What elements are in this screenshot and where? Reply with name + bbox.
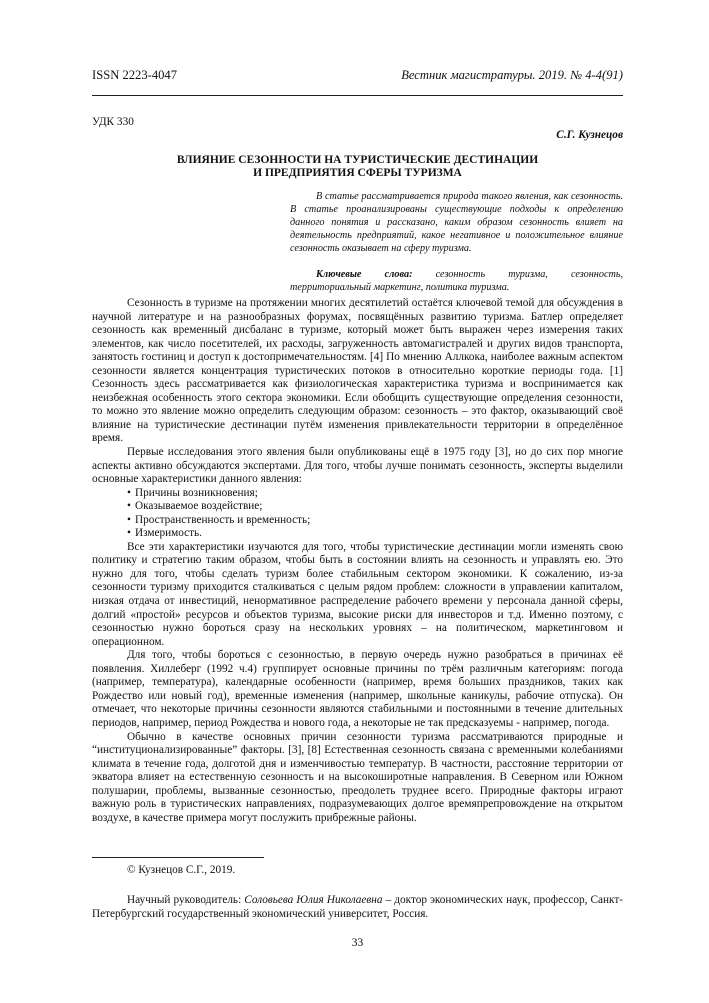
paragraph-1: Сезонность в туризме на протяжении многих десятилетий остаётся ключевой темой для обсуждения в научной литературе и на разнообразных форумах, посвящённых развитию туризма. Батлер определяет сезонность как временный дисбаланс в туризме, который может быть выражен через измерения таких элементов, как число посетителей, их расходы, загруженность автомагистралей и других видов транспорта, занятость гостиниц и доступ к достопримечательностям. [4] По мнению Аллкока, наиболее важным аспектом сезонности является концентрация туристических потоков в относительно короткие периоды года. [1] Сезонность здесь рассматривается как физиологическая характеристика туризма и воспринимается как неизбежная особенность этого сектора экономики. Если обобщить существующие определения сезонности, то можно это явление можно определить следующим образом: сезонность – это фактор, оказывающий своё влияние на туристические дестинации путём изменения привлекательности территории в определённое время. <box>92 297 623 445</box>
bullet-icon: • <box>127 513 131 526</box>
keywords-list: сезонность туризма, сезонность, территориальный маркетинг, политика туризма. <box>290 269 624 293</box>
advisor-note <box>92 893 623 921</box>
list-item: • Причины возникновения; <box>127 486 258 499</box>
bullet-icon: • <box>127 486 131 499</box>
characteristics-list <box>92 487 623 541</box>
copyright-note: © Кузнецов С.Г., 2019. <box>127 864 236 876</box>
paragraph-5: Обычно в качестве основных причин сезонности туризма рассматриваются природные и “институционализированные” факторы. [3], [8] Естественная сезонность связана с временными колебаниями климата в течение года, долготой дня и изменчивостью температур. В частности, расстояние территории от экватора влияет на естественную сезонность и на высокоширотные направления. В Северном или Южном полушарии, проблемы, вызванные сезонностью, преодолеть труднее всего. Природные факторы играют важную роль в туристических направлениях, подразумевающих долгое времяпрепровождение на открытом воздухе, в качестве примера могут послужить прибрежные районы. <box>92 730 623 824</box>
abstract <box>290 190 623 294</box>
advisor-details: – доктор экономических наук, профессор, Санкт-Петербургский государственный экономический университет, Россия. <box>92 894 623 920</box>
article-body <box>92 297 623 825</box>
list-item: • Измеримость. <box>127 527 202 540</box>
advisor-label: Научный руководитель: <box>127 894 245 906</box>
list-item: • Пространственность и временность; <box>127 513 311 526</box>
footnote-rule <box>92 857 264 858</box>
paragraph-4: Для того, чтобы бороться с сезонностью, в первую очередь нужно разобраться в причинах её появления. Хиллеберг (1992 ч.4) группирует основные причины по трём различным категориям: погода (например, температура), календарные особенности (например, время больших праздников, таких как Рождество или новый год), временные изменения (например, школьные каникулы, рабочие отпуска). Он отмечает, что некоторые причины сезонности являются стабильными и постоянными в течение длительных периодов, например, период Рождества и нового года, а некоторые не так предсказуемы - например, погода. <box>92 649 623 729</box>
keywords <box>290 268 623 294</box>
keywords-label: Ключевые слова: <box>316 269 413 280</box>
bullet-icon: • <box>127 527 131 540</box>
paragraph-3: Все эти характеристики изучаются для того, чтобы туристические дестинации могли изменять свою политику и стратегию таким образом, чтобы быть в состоянии влиять на сезонность и управлять ею. Это нужно для того, чтобы сделать туризм более стабильным сектором экономики. К сожалению, из-за сезонности туризму приходится сталкиваться с целым рядом проблем: сложности в управлении капиталом, низкая отдача от инвестиций, ненормативное распределение рабочего времени у персонала данной сферы, долгий «простой» ресурсов и объектов туризма, высокие риски для инвесторов и т.д. Именно поэтому, с сезонностью нужно бороться сразу на нескольких уровнях – на политическом, маркетинговом и операционном. <box>92 540 623 648</box>
paragraph-2: Первые исследования этого явления были опубликованы ещё в 1975 году [3], но до сих пор многие аспекты активно обсуждаются экспертами. Для того, чтобы лучше понимать сезонность, эксперты выделили основные характеристики данного явления: <box>92 446 623 486</box>
header-rule <box>92 95 623 96</box>
issn: ISSN 2223-4047 <box>92 68 178 82</box>
author-name: С.Г. Кузнецов <box>556 129 623 141</box>
advisor-name: Соловьева Юлия Николаевна <box>244 894 383 906</box>
bullet-icon: • <box>127 500 131 513</box>
udk-code: УДК 330 <box>92 116 134 128</box>
article-title <box>92 154 623 179</box>
title-line-2: И ПРЕДПРИЯТИЯ СФЕРЫ ТУРИЗМА <box>253 166 462 179</box>
page-number: 33 <box>351 937 364 949</box>
journal-citation: Вестник магистратуры. 2019. № 4-4(91) <box>401 68 623 82</box>
abstract-text: В статье рассматривается природа такого явления, как сезонность. В статье проанализированы существующие подходы к определению данного понятия и рассказано, каким образом сезонность влияет на деятельность предприятий, какое негативное и положительное влияние сезонность оказывает на сферу туризма. <box>290 191 623 254</box>
title-line-1: ВЛИЯНИЕ СЕЗОННОСТИ НА ТУРИСТИЧЕСКИЕ ДЕСТИНАЦИИ <box>176 154 539 166</box>
list-item: • Оказываемое воздействие; <box>127 500 263 513</box>
